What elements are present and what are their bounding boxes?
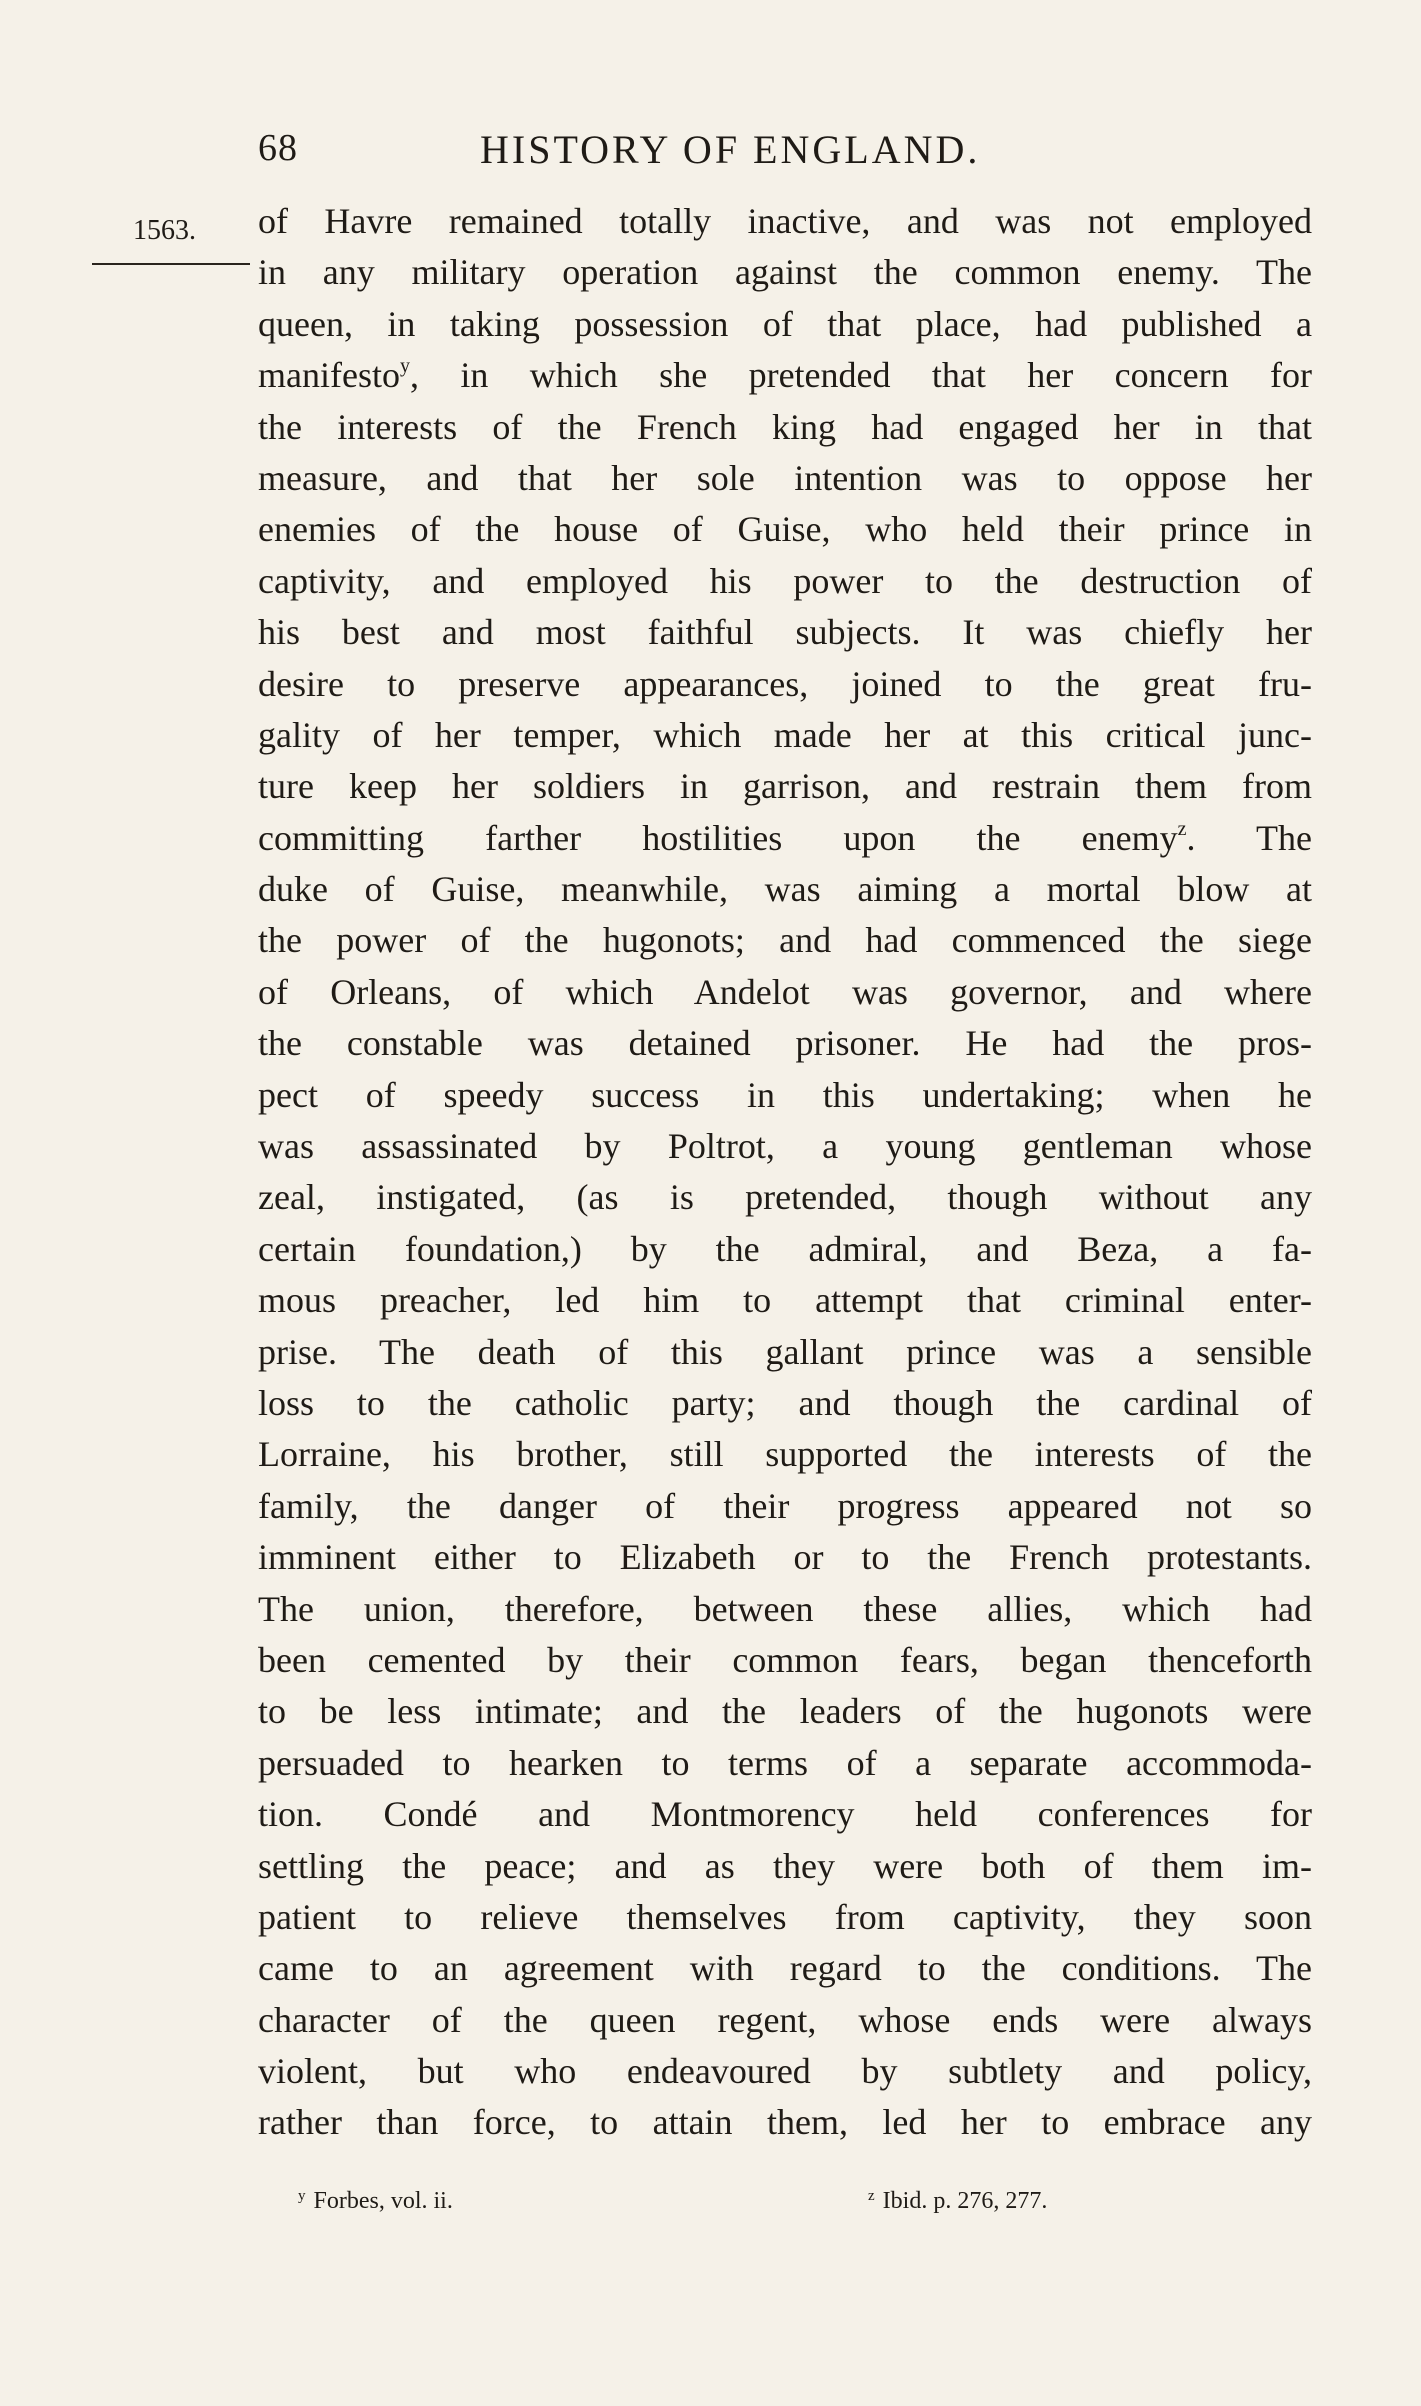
text-line <box>258 1686 1312 1737</box>
text-line <box>258 1789 1312 1840</box>
text-line <box>258 659 1312 710</box>
text-line <box>258 1121 1312 1172</box>
line-text: pect of speedy success in this undertaking; when he <box>258 1074 1312 1115</box>
page-header <box>258 126 1078 186</box>
line-text: settling the peace; and as they were both of them im- <box>258 1845 1312 1886</box>
text-line <box>258 864 1312 915</box>
text-line <box>258 1275 1312 1326</box>
running-title: HISTORY OF ENGLAND. <box>480 127 981 172</box>
line-text: zeal, instigated, (as is pretended, though without any <box>258 1177 1312 1218</box>
text-line <box>258 196 1312 247</box>
text-line <box>258 1995 1312 2046</box>
text-line <box>258 710 1312 761</box>
text-line <box>258 1172 1312 1223</box>
text-line <box>258 1841 1312 1892</box>
text-line <box>258 1584 1312 1635</box>
text-line <box>258 1224 1312 1275</box>
footnote-z <box>868 2188 1047 2215</box>
text-line <box>258 915 1312 966</box>
footnote-z-text: Ibid. p. 276, 277. <box>882 2188 1048 2214</box>
line-text: Lorraine, his brother, still supported the interests of the <box>258 1434 1312 1475</box>
line-text: desire to preserve appearances, joined to the great fru- <box>258 663 1312 704</box>
margin-rule-line <box>92 263 250 265</box>
line-text: duke of Guise, meanwhile, was aiming a mortal blow at <box>258 869 1312 910</box>
text-line <box>258 1070 1312 1121</box>
page-number: 68 <box>258 127 298 169</box>
footnote-y-mark: y <box>298 2188 306 2204</box>
line-text: ture keep her soldiers in garrison, and restrain them from <box>258 766 1312 807</box>
text-line <box>258 1481 1312 1532</box>
text-line <box>258 1892 1312 1943</box>
text-line <box>258 2097 1312 2148</box>
text-line <box>258 1327 1312 1378</box>
text-line <box>258 967 1312 1018</box>
text-line <box>258 761 1312 812</box>
text-line <box>258 1429 1312 1480</box>
text-line <box>258 1738 1312 1789</box>
line-text: the constable was detained prisoner. He had the pros- <box>258 1023 1312 1064</box>
line-text: violent, but who endeavoured by subtlety and policy, <box>258 2051 1312 2092</box>
line-text: manifesto <box>258 355 400 396</box>
line-text: character of the queen regent, whose ends were always <box>258 1999 1312 2040</box>
text-line <box>258 350 1312 401</box>
line-text: family, the danger of their progress appeared not so <box>258 1485 1312 1526</box>
footnote-reference: z <box>1177 817 1187 840</box>
text-line <box>258 813 1312 864</box>
line-text: of Havre remained totally inactive, and was not employed <box>258 201 1312 241</box>
line-text: measure, and that her sole intention was to oppose her <box>258 457 1312 498</box>
line-text: , in which she pretended that her concern for <box>409 355 1312 396</box>
line-text: his best and most faithful subjects. It was chiefly her <box>258 612 1312 653</box>
text-line <box>258 504 1312 555</box>
line-text: the interests of the French king had engaged her in that <box>258 406 1312 447</box>
line-text: been cemented by their common fears, began thenceforth <box>258 1639 1312 1680</box>
line-text: rather than force, to attain them, led her to embrace any <box>258 2102 1312 2143</box>
line-text: in any military operation against the common enemy. The <box>258 252 1312 293</box>
line-text: persuaded to hearken to terms of a separate accommoda- <box>258 1742 1312 1783</box>
footnotes <box>298 2188 1198 2228</box>
line-text: to be less intimate; and the leaders of the hugonots were <box>258 1691 1312 1732</box>
line-text: loss to the catholic party; and though the cardinal of <box>258 1382 1312 1423</box>
footnote-reference: y <box>399 355 410 378</box>
footnote-y <box>298 2188 453 2215</box>
text-line <box>258 299 1312 350</box>
line-text: the power of the hugonots; and had commenced the siege <box>258 920 1312 961</box>
text-line <box>258 453 1312 504</box>
line-text: tion. Condé and Montmorency held conferences for <box>258 1794 1312 1835</box>
text-line <box>258 556 1312 607</box>
line-text: enemies of the house of Guise, who held their prince in <box>258 509 1312 550</box>
line-text: gality of her temper, which made her at this critical junc- <box>258 714 1312 755</box>
text-line <box>258 2046 1312 2097</box>
line-text: captivity, and employed his power to the destruction of <box>258 560 1312 601</box>
line-text: The union, therefore, between these allies, which had <box>258 1588 1312 1629</box>
line-text: certain foundation,) by the admiral, and Beza, a fa- <box>258 1228 1312 1269</box>
text-line <box>258 1635 1312 1686</box>
line-text: of Orleans, of which Andelot was governor, and where <box>258 971 1312 1012</box>
text-line <box>258 402 1312 453</box>
text-line <box>258 607 1312 658</box>
line-text: mous preacher, led him to attempt that criminal enter- <box>258 1280 1312 1321</box>
main-text-block <box>258 196 1312 2149</box>
line-text: queen, in taking possession of that place, had published a <box>258 303 1312 344</box>
line-text: came to an agreement with regard to the conditions. The <box>258 1948 1312 1989</box>
footnote-y-text: Forbes, vol. ii. <box>313 2188 453 2214</box>
footnote-z-mark: z <box>868 2188 875 2204</box>
line-text: patient to relieve themselves from captivity, they soon <box>258 1896 1312 1937</box>
text-line <box>258 1532 1312 1583</box>
text-line <box>258 1943 1312 1994</box>
margin-year: 1563. <box>133 215 196 246</box>
line-text: was assassinated by Poltrot, a young gentleman whose <box>258 1126 1312 1167</box>
line-text: imminent either to Elizabeth or to the French protestants. <box>258 1537 1312 1578</box>
text-line <box>258 1018 1312 1069</box>
line-text: prise. The death of this gallant prince was a sensible <box>258 1331 1312 1372</box>
text-line <box>258 247 1312 298</box>
line-text: committing farther hostilities upon the enemy <box>258 817 1178 858</box>
line-text: . The <box>1186 817 1312 858</box>
text-line <box>258 1378 1312 1429</box>
